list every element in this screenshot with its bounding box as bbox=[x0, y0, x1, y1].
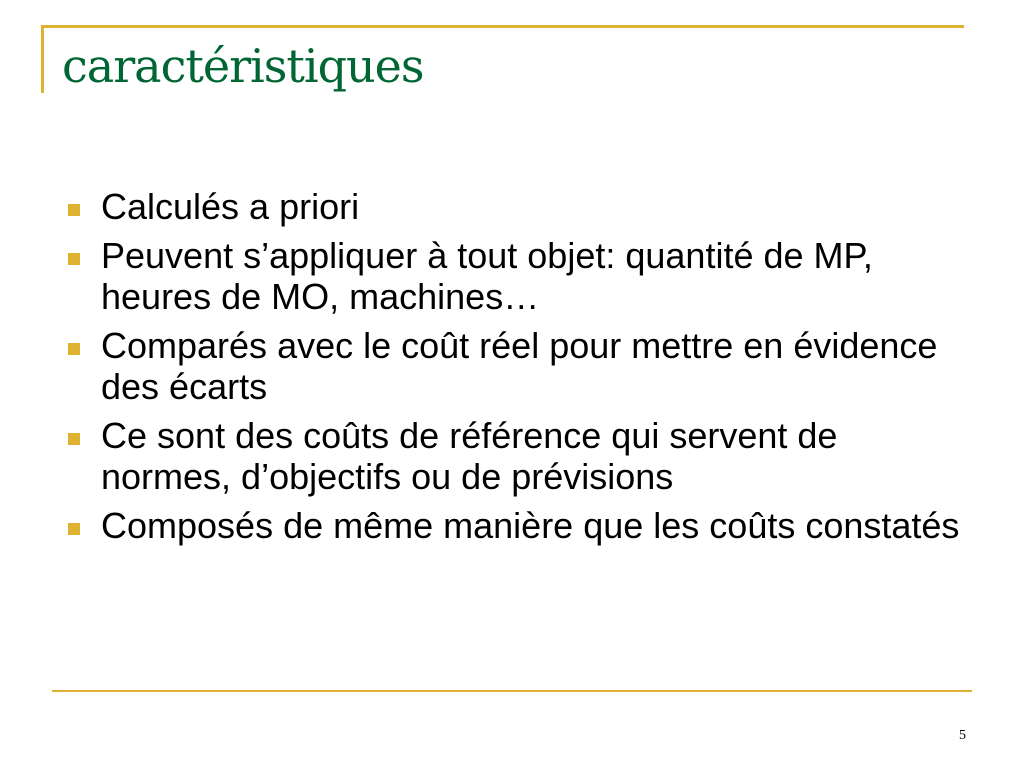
left-frame-rule bbox=[41, 25, 44, 93]
bottom-rule bbox=[52, 690, 972, 692]
square-bullet-icon bbox=[68, 433, 80, 445]
bullet-item bbox=[64, 415, 974, 497]
bullet-text: Composés de même manière que les coûts constatés bbox=[101, 505, 960, 546]
page-number: 5 bbox=[959, 728, 966, 743]
square-bullet-icon bbox=[68, 253, 80, 265]
square-bullet-icon bbox=[68, 343, 80, 355]
square-bullet-icon bbox=[68, 523, 80, 535]
bullet-item bbox=[64, 186, 974, 227]
bullet-item bbox=[64, 505, 974, 546]
bullet-item bbox=[64, 325, 974, 407]
bullet-list bbox=[64, 186, 974, 554]
bullet-text: Calculés a priori bbox=[101, 186, 360, 227]
top-frame-rule bbox=[41, 25, 964, 28]
bullet-text: Ce sont des coûts de référence qui servent de normes, d’objectifs ou de prévisions bbox=[101, 415, 838, 497]
bullet-item bbox=[64, 235, 974, 317]
square-bullet-icon bbox=[68, 204, 80, 216]
bullet-text: Comparés avec le coût réel pour mettre en évidence des écarts bbox=[101, 325, 938, 407]
bullet-text: Peuvent s’appliquer à tout objet: quantité de MP, heures de MO, machines… bbox=[101, 235, 873, 317]
slide-title: caractéristiques bbox=[62, 39, 424, 93]
